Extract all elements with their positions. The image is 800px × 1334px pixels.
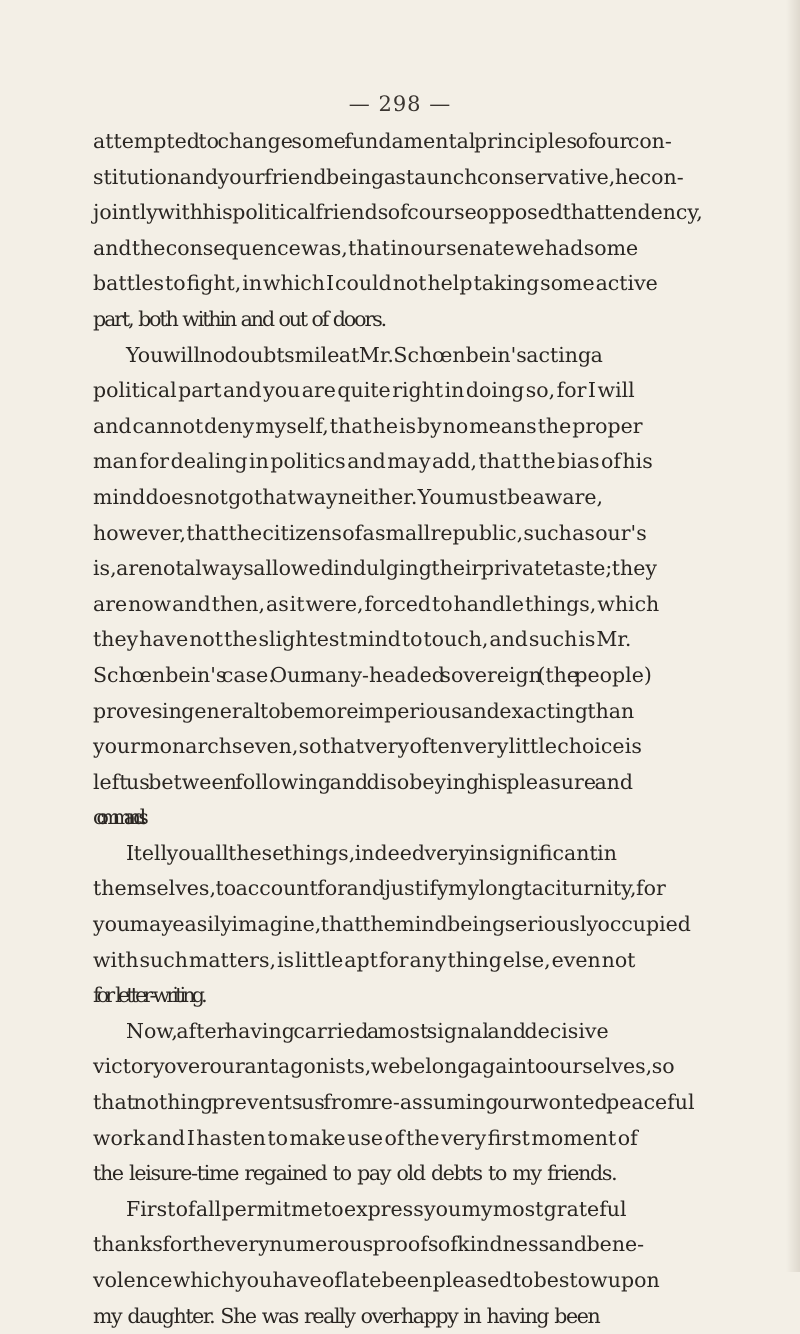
text-line: You will no doubt smile at Mr. Schœnbein's acting a bbox=[126, 342, 603, 367]
text-line: political part and you are quite right in doing so, for I will bbox=[93, 378, 635, 403]
text-line: proves in general to be more imperious and exacting than bbox=[93, 698, 635, 723]
text-line: that nothing prevents us from re-assuming our wonted peaceful bbox=[93, 1090, 695, 1115]
text-line: left us between following and disobeying his pleasure and bbox=[93, 769, 634, 794]
text-line: themselves, to account for and justify my long taciturnity, for bbox=[93, 876, 666, 901]
text-line: commands. bbox=[93, 805, 140, 830]
text-line: is, are not always allowed indulging their private taste; they bbox=[93, 556, 657, 581]
text-line: with such matters, is little apt for any thing else, even not bbox=[93, 947, 636, 972]
text-line: Now, after having carried a most signal and decisive bbox=[126, 1018, 609, 1043]
text-line: part, both within and out of doors. bbox=[93, 306, 386, 331]
text-line: thanks for the very numerous proofs of kindness and bene- bbox=[93, 1232, 645, 1257]
text-line: man for dealing in politics and may add, that the bias of his bbox=[93, 449, 653, 474]
text-line: attempted to change some fundamental principles of our con- bbox=[93, 129, 672, 153]
page-number: — 298 — bbox=[348, 92, 452, 116]
text-line: jointly with his political friends of course opposed that tendency, bbox=[93, 200, 703, 225]
text-line: are now and then, as it were, forced to handle things, which bbox=[93, 591, 660, 616]
text-line: battles to fight, in which I could not help taking some active bbox=[93, 271, 658, 296]
text-line: mind does not go that way neither. You must be aware, bbox=[93, 484, 604, 509]
text-line: victory over our antagonists, we belong again to ourselves, so bbox=[93, 1054, 675, 1079]
text-line: they have not the slightest mind to touch, and such is Mr. bbox=[93, 627, 632, 652]
text-line: you may easily imagine, that the mind being seriously occupied bbox=[93, 912, 691, 937]
text-line: First of all permit me to express you my most grateful bbox=[126, 1196, 627, 1221]
body-text bbox=[93, 124, 793, 1334]
text-line: Schœnbein's case. Our many-headed sovereign (the people) bbox=[93, 662, 652, 687]
text-line: and cannot deny myself, that he is by no means the proper bbox=[93, 413, 643, 438]
text-line: volence which you have of late been pleased to bestow upon bbox=[93, 1268, 660, 1292]
text-line: my daughter. She was really overhappy in having been bbox=[93, 1303, 600, 1328]
text-line: your monarchs even, so that very often very little choice is bbox=[93, 734, 642, 759]
text-line: stitution and your friend being a staunch conservative, he con- bbox=[93, 164, 684, 189]
text-line: for letter-writing. bbox=[93, 983, 204, 1008]
text-line: the leisure-time regained to pay old debts to my friends. bbox=[93, 1161, 617, 1186]
text-line: I tell you all these things, indeed very insignificant in bbox=[126, 840, 617, 865]
text-line: work and I hasten to make use of the very first moment of bbox=[93, 1125, 638, 1150]
page-edge-shadow bbox=[786, 0, 800, 1272]
text-line: however, that the citizens of a small republic, such as our's bbox=[93, 520, 647, 545]
text-line: and the consequence was, that in our senate we had some bbox=[93, 235, 639, 260]
